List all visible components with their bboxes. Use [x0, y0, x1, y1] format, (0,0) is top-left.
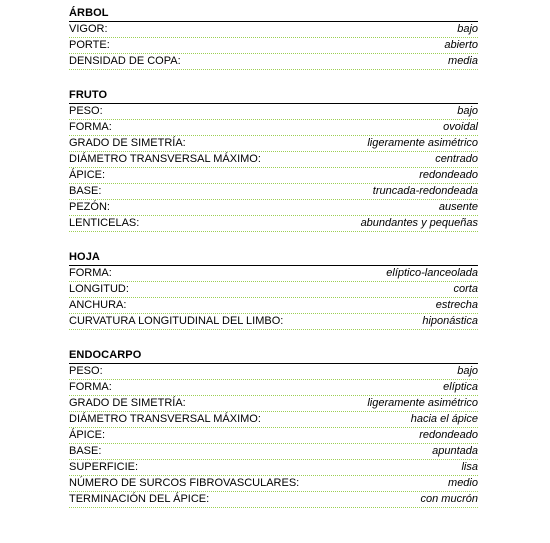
row-label: TERMINACIÓN DEL ÁPICE:: [69, 493, 210, 505]
row-value: con mucrón: [420, 493, 478, 505]
row-numero-de-surcos-fibrovasculares: [69, 476, 478, 492]
row-label: GRADO DE SIMETRÍA:: [69, 137, 186, 149]
row-grado-de-simetria: [69, 396, 478, 412]
row-label: BASE:: [69, 185, 102, 197]
row-label: PESO:: [69, 105, 103, 117]
row-curvatura-longitudinal-del-limbo: [69, 314, 478, 330]
row-value: bajo: [457, 23, 478, 35]
row-label: ANCHURA:: [69, 299, 127, 311]
row-label: BASE:: [69, 445, 102, 457]
row-value: elíptica: [443, 381, 478, 393]
row-value: corta: [453, 283, 478, 295]
row-forma: [69, 266, 478, 282]
row-label: CURVATURA LONGITUDINAL DEL LIMBO:: [69, 315, 284, 327]
row-label: LONGITUD:: [69, 283, 129, 295]
row-pezon: [69, 200, 478, 216]
row-terminacion-del-apice: [69, 492, 478, 508]
row-lenticelas: [69, 216, 478, 232]
row-value: medio: [448, 477, 478, 489]
row-label: VIGOR:: [69, 23, 108, 35]
row-label: FORMA:: [69, 381, 112, 393]
section-arbol: [69, 7, 478, 70]
row-diametro-transversal-maximo: [69, 412, 478, 428]
row-peso: [69, 104, 478, 120]
row-diametro-transversal-maximo: [69, 152, 478, 168]
section-title: ÁRBOL: [69, 7, 478, 22]
section-hoja: [69, 251, 478, 330]
row-anchura: [69, 298, 478, 314]
row-base: [69, 184, 478, 200]
section-endocarpo: [69, 349, 478, 508]
row-value: estrecha: [435, 299, 478, 311]
row-value: redondeado: [419, 429, 478, 441]
row-label: PORTE:: [69, 39, 110, 51]
section-fruto: [69, 89, 478, 232]
row-value: ligeramente asimétrico: [367, 397, 478, 409]
row-label: FORMA:: [69, 267, 112, 279]
row-value: hacia el ápice: [410, 413, 478, 425]
row-value: hiponástica: [422, 315, 478, 327]
row-value: media: [448, 55, 478, 67]
row-value: truncada-redondeada: [372, 185, 478, 197]
row-label: PEZÓN:: [69, 201, 110, 213]
row-superficie: [69, 460, 478, 476]
row-value: bajo: [457, 365, 478, 377]
row-label: ÁPICE:: [69, 169, 106, 181]
row-grado-de-simetria: [69, 136, 478, 152]
row-apice: [69, 168, 478, 184]
section-title: ENDOCARPO: [69, 349, 478, 364]
row-longitud: [69, 282, 478, 298]
row-label: DIÁMETRO TRANSVERSAL MÁXIMO:: [69, 153, 261, 165]
row-label: LENTICELAS:: [69, 217, 140, 229]
row-value: ligeramente asimétrico: [367, 137, 478, 149]
characteristics-sheet: [69, 7, 478, 527]
row-forma: [69, 380, 478, 396]
section-title: FRUTO: [69, 89, 478, 104]
row-value: bajo: [457, 105, 478, 117]
section-title: HOJA: [69, 251, 478, 266]
row-value: abundantes y pequeñas: [360, 217, 478, 229]
row-value: ausente: [438, 201, 478, 213]
row-label: DIÁMETRO TRANSVERSAL MÁXIMO:: [69, 413, 261, 425]
row-label: GRADO DE SIMETRÍA:: [69, 397, 186, 409]
row-base: [69, 444, 478, 460]
row-value: redondeado: [419, 169, 478, 181]
row-label: ÁPICE:: [69, 429, 106, 441]
row-value: elíptico-lanceolada: [386, 267, 478, 279]
row-apice: [69, 428, 478, 444]
row-label: SUPERFICIE:: [69, 461, 139, 473]
row-vigor: [69, 22, 478, 38]
row-label: NÚMERO DE SURCOS FIBROVASCULARES:: [69, 477, 300, 489]
row-forma: [69, 120, 478, 136]
row-label: PESO:: [69, 365, 103, 377]
row-value: lisa: [461, 461, 478, 473]
row-value: apuntada: [432, 445, 478, 457]
row-label: DENSIDAD DE COPA:: [69, 55, 181, 67]
row-peso: [69, 364, 478, 380]
row-label: FORMA:: [69, 121, 112, 133]
row-value: ovoidal: [443, 121, 478, 133]
row-value: centrado: [435, 153, 478, 165]
row-densidad-de-copa: [69, 54, 478, 70]
row-porte: [69, 38, 478, 54]
row-value: abierto: [444, 39, 478, 51]
